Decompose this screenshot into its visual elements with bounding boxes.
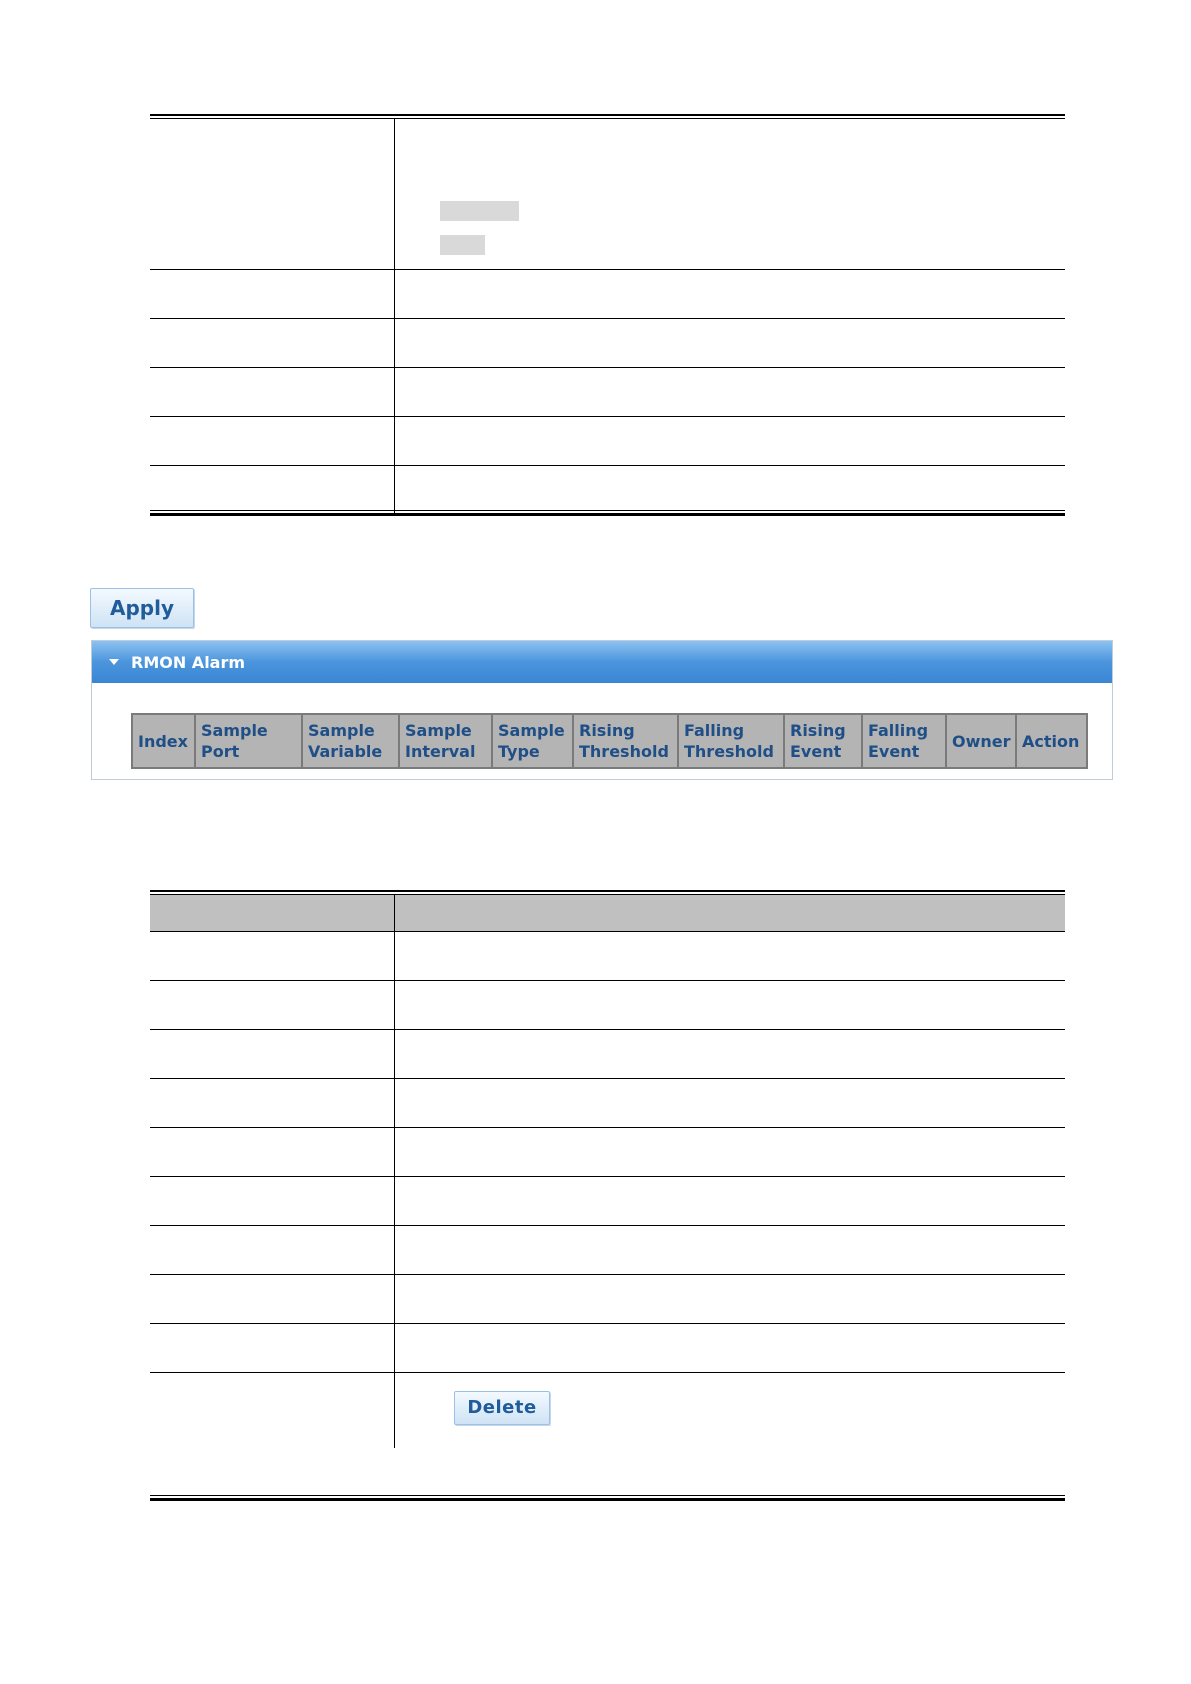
collapse-triangle-icon[interactable]	[109, 659, 119, 665]
column-header-owner: Owner	[946, 714, 1016, 768]
table-header-row	[132, 714, 1087, 768]
column-header-falling-event: Falling Event	[862, 714, 946, 768]
panel-title: RMON Alarm	[131, 652, 246, 672]
table-row	[150, 270, 1065, 319]
apply-button[interactable]: Apply	[90, 588, 194, 628]
column-header-sample-variable: Sample Variable	[302, 714, 399, 768]
description-table-2	[150, 895, 1065, 1448]
table-row	[150, 931, 1065, 980]
table-row	[150, 1323, 1065, 1372]
redacted-value-1	[440, 201, 519, 221]
table1-bottom-rule	[150, 510, 1065, 516]
column-header-sample-type: Sample Type	[492, 714, 573, 768]
table-row	[150, 319, 1065, 368]
table-row	[150, 466, 1065, 514]
table-row	[150, 1127, 1065, 1176]
panel-header[interactable]	[92, 641, 1112, 683]
column-header-action: Action	[1016, 714, 1087, 768]
table-row	[150, 1176, 1065, 1225]
table-header-row	[150, 895, 1065, 931]
rmon-alarm-panel	[91, 640, 1113, 780]
column-header-falling-threshold: Falling Threshold	[678, 714, 784, 768]
table-row	[150, 1225, 1065, 1274]
column-header-index: Index	[132, 714, 195, 768]
delete-button[interactable]: Delete	[454, 1391, 550, 1425]
table-row	[150, 119, 1065, 270]
table-row	[150, 1029, 1065, 1078]
table-row	[150, 417, 1065, 466]
description-table-1	[150, 119, 1065, 514]
table-row	[150, 1372, 1065, 1448]
column-header-sample-interval: Sample Interval	[399, 714, 492, 768]
table2-bottom-rule	[150, 1495, 1065, 1501]
column-header-rising-threshold: Rising Threshold	[573, 714, 678, 768]
redacted-value-2	[440, 235, 485, 255]
column-header-rising-event: Rising Event	[784, 714, 862, 768]
table-row	[150, 368, 1065, 417]
table-row	[150, 1274, 1065, 1323]
table-row	[150, 980, 1065, 1029]
table-row	[150, 1078, 1065, 1127]
column-header-sample-port: Sample Port	[195, 714, 302, 768]
rmon-alarm-table	[131, 713, 1088, 769]
